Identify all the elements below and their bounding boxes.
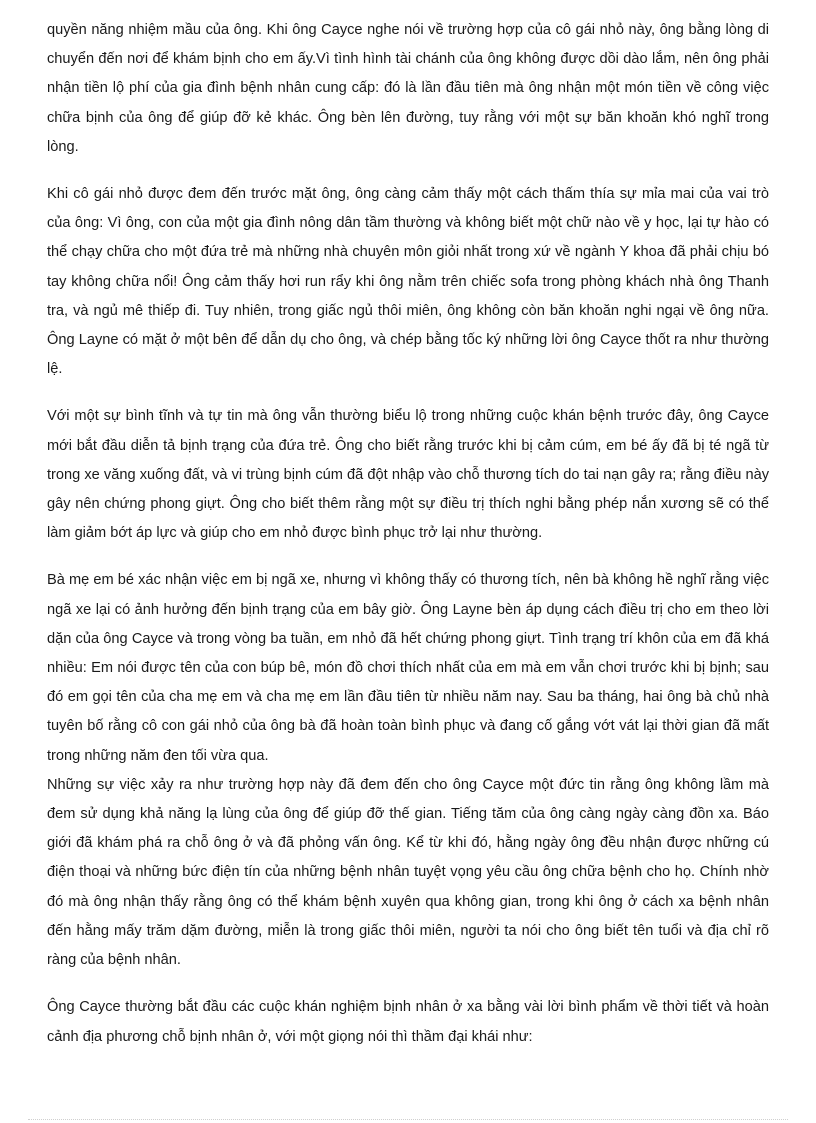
paragraph-3: Với một sự bình tĩnh và tự tin mà ông vẫn thường biểu lộ trong những cuộc khán bệnh trước đây, ông Cayce mới bắt đầu diễn tả bịnh trạng của đứa trẻ. Ông cho biết rằng trước khi bị cảm cúm, em bé ấy đã bị té ngã từ trong xe văng xuống đất, và vi trùng bịnh cúm đã đột nhập vào chỗ thương tích do tai nạn gây ra; rằng điều này gây nên chứng phong giựt. Ông cho biết thêm rằng một sự điều trị thích nghi bằng phép nắn xương sẽ có thể làm giảm bớt áp lực và giúp cho em nhỏ được bình phục trở lại như thường. [47,408,769,542]
page-bottom-divider [28,1119,788,1120]
paragraph-1: quyền năng nhiệm mầu của ông. Khi ông Cayce nghe nói về trường hợp của cô gái nhỏ này, ông bằng lòng di chuyển đến nơi để khám bịnh cho em ấy.Vì tình hình tài chánh của ông không được dồi dào lắm, nên ông phải nhận tiền lộ phí của gia đình bệnh nhân cung cấp: đó là lần đầu tiên mà ông nhận một món tiền về công việc chữa bịnh của ông để giúp đỡ kẻ khác. Ông bèn lên đường, tuy rằng với một sự băn khoăn khó nghĩ trong lòng. [47,22,769,155]
paragraph-5: Những sự việc xảy ra như trường hợp này đã đem đến cho ông Cayce một đức tin rằng ông không lầm mà đem sử dụng khả năng lạ lùng của ông để giúp đỡ thế gian. Tiếng tăm của ông càng ngày càng đồn xa. Báo giới đã khám phá ra chỗ ông ở và đã phỏng vấn ông. Kể từ khi đó, hằng ngày ông đều nhận được những cú điện thoại và những bức điện tín của những bệnh nhân tuyệt vọng yêu cầu ông chữa bệnh cho họ. Chính nhờ đó mà ông nhận thấy rằng ông có thể khám bệnh xuyên qua không gian, trong khi ông ở cách xa bệnh nhân đến hằng mấy trăm dặm đường, miễn là trong giấc thôi miên, người ta nói cho ông biết tên tuổi và địa chỉ rõ ràng của bệnh nhân. [47,776,769,969]
paragraph-6: Ông Cayce thường bắt đầu các cuộc khán nghiệm bịnh nhân ở xa bằng vài lời bình phẩm về thời tiết và hoàn cảnh địa phương chỗ bịnh nhân ở, với một giọng nói thì thầm đại khái như: [47,999,769,1045]
document-body [47,16,769,1052]
paragraph-2: Khi cô gái nhỏ được đem đến trước mặt ông, ông càng cảm thấy một cách thấm thía sự mỉa mai của vai trò của ông: Vì ông, con của một gia đình nông dân tầm thường và không biết một chữ nào về y học, lại tự hào có thể chạy chữa cho một đứa trẻ mà những nhà chuyên môn giỏi nhất trong xứ về ngành Y khoa đã phải chịu bó tay không chữa nổi! Ông cảm thấy hơi run rẩy khi ông nằm trên chiếc sofa trong phòng khách nhà ông Thanh tra, và ngủ mê thiếp đi. Tuy nhiên, trong giấc ngủ thôi miên, ông không còn băn khoăn nghi ngại về ông nữa. Ông Layne có mặt ở một bên để dẫn dụ cho ông, và chép bằng tốc ký những lời ông Cayce thốt ra như thường lệ. [47,186,769,378]
paragraph-4: Bà mẹ em bé xác nhận việc em bị ngã xe, nhưng vì không thấy có thương tích, nên bà không hề nghĩ rằng việc ngã xe lại có ảnh hưởng đến bịnh trạng của em bây giờ. Ông Layne bèn áp dụng cách điều trị cho em theo lời dặn của ông Cayce và trong vòng ba tuần, em nhỏ đã hết chứng phong giựt. Tình trạng trí khôn của em đã khá nhiều: Em nói được tên của con búp bê, món đồ chơi thích nhất của em mà em vẫn chơi trước khi bị bịnh; sau đó em gọi tên của cha mẹ em và cha mẹ em lần đầu tiên từ nhiều năm nay. Sau ba tháng, hai ông bà chủ nhà tuyên bố rằng cô con gái nhỏ của ông bà đã hoàn toàn bình phục và đang cố gắng vớt vát lại thời gian đã mất trong những năm đen tối vừa qua. [47,572,769,764]
